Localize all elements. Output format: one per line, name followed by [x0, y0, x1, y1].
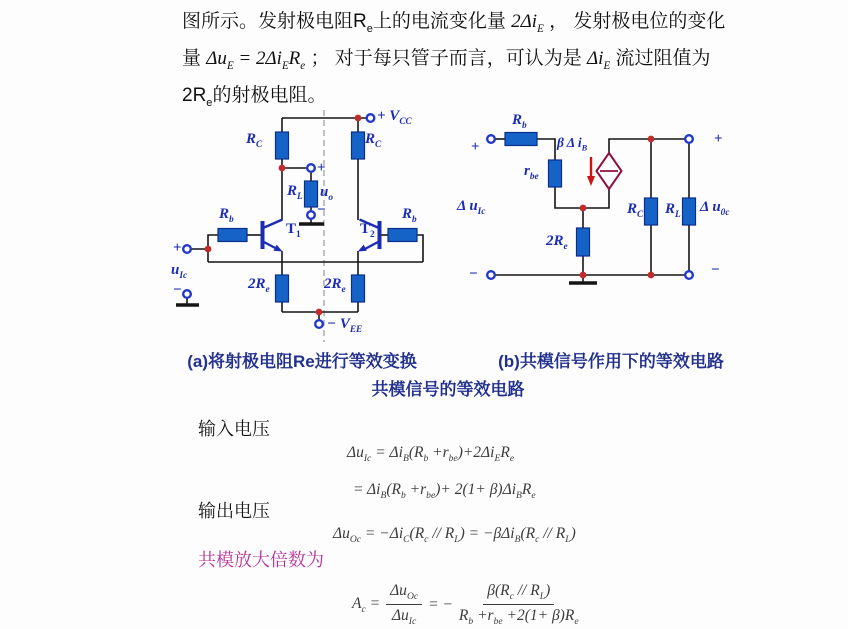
caption-sub: 共模信号的等效电路 — [371, 380, 525, 399]
circuit-a-diagram — [170, 106, 450, 346]
caption-b: (b)共模信号作用下的等效电路 — [498, 352, 724, 371]
gain-frac1-den: $\Delta u_{Ic}$ — [391, 607, 417, 628]
label-rl-b: $R_L$ — [665, 201, 681, 220]
label-bplus-in: + — [471, 139, 480, 155]
label-rc-right: $R_C$ — [365, 131, 382, 150]
label-bplus-out: + — [714, 131, 723, 147]
resistor-2re-b — [577, 228, 590, 256]
label-vee: − $V_{EE}$ — [327, 316, 363, 335]
resistor-rbe — [549, 160, 562, 187]
resistor-rc-b — [645, 198, 658, 225]
input-voltage-label: 输入电压 — [198, 419, 270, 439]
label-beta-ib: β Δ $i_B$ — [557, 135, 588, 153]
gain-frac1-num: $\Delta u_{Oc}$ — [386, 581, 422, 605]
label-t2: $T_2$ — [360, 221, 375, 240]
label-rc-b: $R_C$ — [627, 201, 644, 220]
label-in-minus: − — [173, 282, 182, 298]
input-voltage-formula — [347, 437, 536, 511]
current-source — [597, 153, 622, 189]
label-2re-b: $2R_e$ — [546, 233, 568, 252]
label-vcc: + $V_{CC}$ — [377, 108, 412, 127]
paragraph-line-3: $2R_e$的射极电阻。 — [182, 84, 327, 109]
resistor-rl-b — [683, 198, 696, 225]
label-rl-minus: − — [317, 202, 326, 218]
label-rc-left: $R_C$ — [246, 131, 263, 150]
intro-paragraph — [182, 7, 725, 117]
transistor-t1 — [263, 220, 283, 252]
resistor-2re-right — [352, 275, 365, 302]
label-bminus-out: − — [711, 262, 720, 278]
label-duic: Δ $u_{Ic}$ — [457, 198, 486, 217]
label-bminus-in: − — [469, 266, 478, 282]
label-uo: $u_o$ — [320, 184, 333, 203]
gain-lhs: $A_c$ = — [352, 594, 381, 615]
output-voltage-label: 输出电压 — [198, 501, 270, 521]
caption-a: (a)将射极电阻Re进行等效变换 — [187, 352, 417, 371]
input-formula-line-1: $\Delta u_{Ic} = \Delta i_B(R_b +r_{be})+2\Delta i_ER_e$ — [347, 444, 515, 465]
resistor-2re-left — [276, 275, 289, 302]
paragraph-line-2: 量 $\Delta u_E = 2\Delta i_ER_e$ ； 对于每只管子而言，可认为是 $\Delta i_E$ 流过阻值为 — [182, 47, 711, 72]
common-mode-gain-label: 共模放大倍数为 — [198, 550, 324, 570]
terminals-b — [487, 135, 693, 279]
paragraph-line-1: 图所示。发射极电阻$R_e$上的电流变化量 $2\Delta i_E$ ， 发射极电位的变化 — [182, 11, 726, 35]
resistor-rc-left — [276, 132, 289, 159]
resistor-rl — [305, 181, 318, 207]
label-rb-left: $R_b$ — [219, 206, 234, 225]
label-rbe: $r_{be}$ — [524, 163, 539, 182]
label-rl: $R_L$ — [287, 183, 303, 202]
gain-frac2-num: $\beta(R_c // R_L)$ — [483, 581, 554, 605]
ground-uic — [176, 298, 199, 305]
gain-fraction-2 — [459, 581, 579, 628]
label-2re-left: $2R_e$ — [248, 276, 270, 295]
resistor-rb-left — [218, 229, 247, 242]
gain-fraction-1 — [386, 581, 422, 628]
label-t1: $T_1$ — [286, 221, 301, 240]
common-mode-gain-formula — [352, 581, 579, 628]
gain-mid: = − — [428, 595, 453, 613]
label-rb-b: $R_b$ — [512, 112, 527, 131]
resistor-rc-right — [352, 132, 365, 159]
label-rl-plus: + — [317, 160, 326, 176]
label-2re-right: $2R_e$ — [324, 276, 346, 295]
label-duoc: Δ $u_{0c}$ — [700, 199, 730, 218]
resistor-rb-b — [505, 133, 537, 146]
gain-frac2-den: $R_b +r_{be} +2(1+ \beta)R_e$ — [458, 607, 579, 628]
label-uic: $u_{Ic}$ — [171, 262, 188, 281]
input-formula-line-2: = $\Delta i_B(R_b +r_{be})+ 2(1+ \beta)\Delta i_BR_e$ — [353, 481, 536, 502]
resistor-rb-right — [388, 229, 417, 242]
label-rb-right: $R_b$ — [402, 206, 417, 225]
current-arrow-icon — [587, 157, 595, 186]
output-voltage-formula: $\Delta u_{Oc} = -\Delta i_C(R_c // R_L) = -\beta\Delta i_B(R_c // R_L)$ — [333, 525, 576, 546]
label-in-plus: + — [173, 240, 182, 256]
